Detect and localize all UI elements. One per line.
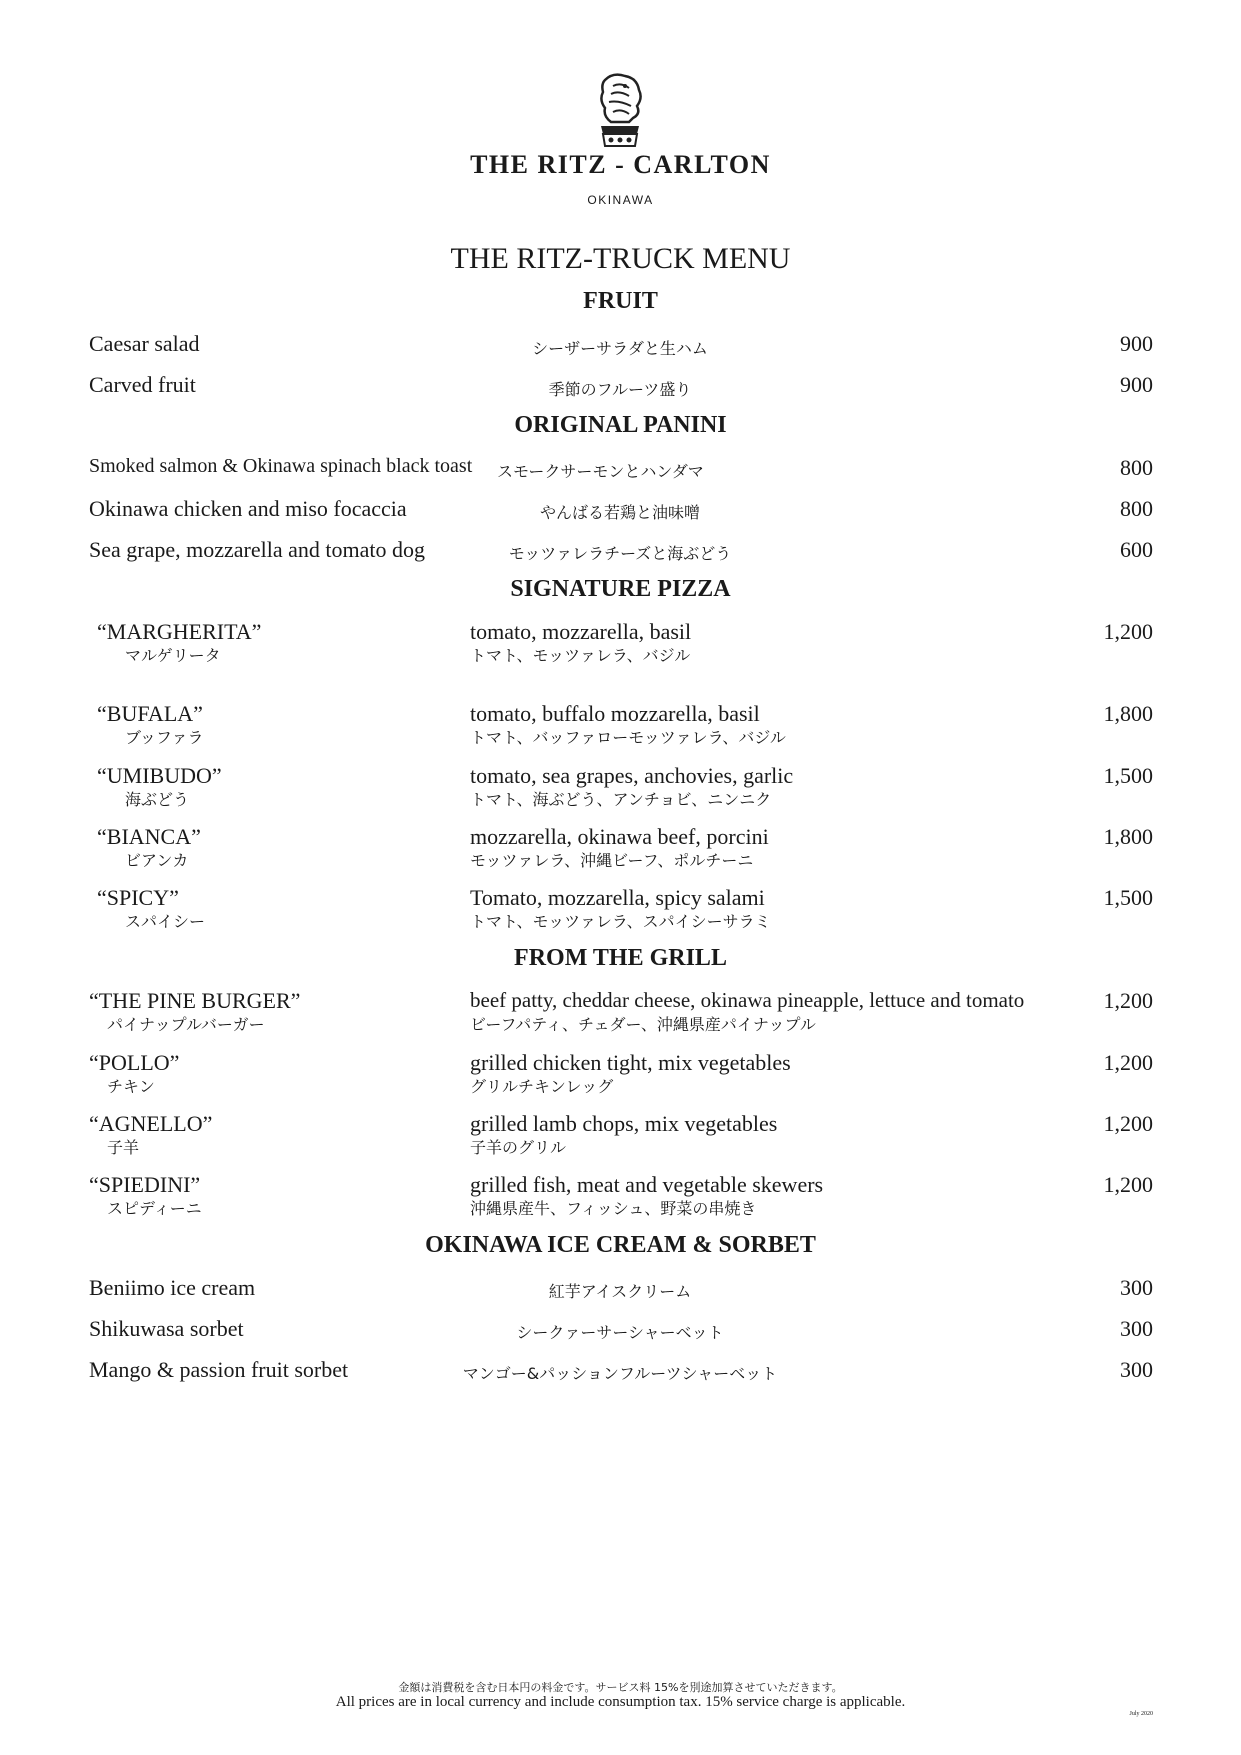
item-name: Caesar salad <box>89 331 200 356</box>
item-description-jp: グリルチキンレッグ <box>470 1077 614 1096</box>
item-name: “AGNELLO” <box>89 1111 213 1136</box>
footer-note-en: All prices are in local currency and include consumption tax. 15% service charge is applicable. <box>335 1694 906 1710</box>
item-name-jp: ブッファラ <box>125 728 204 747</box>
item-name-jp: 紅芋アイスクリーム <box>548 1282 692 1301</box>
item-name: “UMIBUDO” <box>97 763 222 788</box>
item-name: “SPICY” <box>97 885 179 910</box>
section-title-fruit: FRUIT <box>583 288 658 314</box>
item-name-jp: シークァーサーシャーベット <box>516 1323 724 1342</box>
item-name-jp: スパイシー <box>125 912 206 931</box>
item-name-jp: マンゴー&パッションフルーツシャーベット <box>462 1364 778 1383</box>
item-name-jp: 季節のフルーツ盛り <box>548 380 692 399</box>
item-name-jp: シーザーサラダと生ハム <box>532 339 708 358</box>
menu-title: THE RITZ-TRUCK MENU <box>450 242 791 275</box>
item-name: Smoked salmon & Okinawa spinach black toast <box>89 455 473 477</box>
item-price: 300 <box>1120 1275 1153 1300</box>
item-price: 1,500 <box>1103 885 1153 910</box>
item-name: Sea grape, mozzarella and tomato dog <box>89 537 425 562</box>
item-name-jp: やんばる若鶏と油味噌 <box>539 503 700 522</box>
item-price: 800 <box>1120 455 1153 480</box>
item-name-jp: マルゲリータ <box>125 646 221 665</box>
footer-date: July 2020 <box>1129 1711 1153 1717</box>
section-title-panini: ORIGINAL PANINI <box>514 412 727 438</box>
item-price: 900 <box>1120 372 1153 397</box>
item-name-jp: スピディーニ <box>107 1199 202 1218</box>
item-price: 1,200 <box>1103 988 1153 1013</box>
item-name: “MARGHERITA” <box>97 619 262 644</box>
item-name: Beniimo ice cream <box>89 1275 256 1300</box>
item-description-jp: 沖縄県産牛、フィッシュ、野菜の串焼き <box>470 1199 757 1218</box>
item-description: grilled fish, meat and vegetable skewers <box>470 1172 824 1197</box>
footer-note-jp: 金額は消費税を含む日本円の料金です。サービス料 15%を別途加算させていただきます。 <box>398 1681 843 1694</box>
item-name: Shikuwasa sorbet <box>89 1316 244 1341</box>
item-description: beef patty, cheddar cheese, okinawa pineapple, lettuce and tomato <box>470 988 1025 1012</box>
item-description: grilled lamb chops, mix vegetables <box>470 1111 778 1136</box>
item-price: 1,200 <box>1103 1172 1153 1197</box>
item-price: 300 <box>1120 1357 1153 1382</box>
item-name: “POLLO” <box>89 1050 180 1075</box>
item-price: 1,800 <box>1103 824 1153 849</box>
item-description: Tomato, mozzarella, spicy salami <box>470 885 765 910</box>
item-name-jp: パイナップルバーガー <box>107 1015 265 1034</box>
item-name-jp: ビアンカ <box>125 851 189 870</box>
item-name-jp: 海ぶどう <box>125 790 190 809</box>
item-description: tomato, sea grapes, anchovies, garlic <box>470 763 794 788</box>
item-price: 1,800 <box>1103 701 1153 726</box>
item-description: tomato, mozzarella, basil <box>470 619 692 644</box>
item-name: “BIANCA” <box>97 824 201 849</box>
item-description: grilled chicken tight, mix vegetables <box>470 1050 791 1075</box>
item-name-jp: モッツァレラチーズと海ぶどう <box>508 544 732 563</box>
item-description-jp: トマト、モッツァレラ、バジル <box>470 646 691 665</box>
brand-location: OKINAWA <box>587 193 654 207</box>
item-price: 1,200 <box>1103 619 1153 644</box>
item-description-jp: ビーフパティ、チェダー、沖縄県産パイナップル <box>470 1015 816 1034</box>
item-description: mozzarella, okinawa beef, porcini <box>470 824 769 849</box>
item-price: 1,500 <box>1103 763 1153 788</box>
item-price: 800 <box>1120 496 1153 521</box>
brand-name: THE RITZ - CARLTON <box>470 150 771 179</box>
item-description-jp: トマト、モッツァレラ、スパイシーサラミ <box>470 912 771 931</box>
item-description: tomato, buffalo mozzarella, basil <box>470 701 760 726</box>
item-name: “SPIEDINI” <box>89 1172 201 1197</box>
item-name: Mango & passion fruit sorbet <box>89 1357 349 1382</box>
item-price: 300 <box>1120 1316 1153 1341</box>
item-name: “THE PINE BURGER” <box>89 988 301 1013</box>
item-name: “BUFALA” <box>97 701 203 726</box>
item-description-jp: モッツァレラ、沖縄ビーフ、ポルチーニ <box>470 851 754 870</box>
section-title-ice-cream: OKINAWA ICE CREAM & SORBET <box>425 1232 816 1258</box>
item-price: 600 <box>1120 537 1153 562</box>
item-price: 1,200 <box>1103 1050 1153 1075</box>
lion-crown-logo <box>585 72 655 150</box>
item-description-jp: トマト、バッファローモッツァレラ、バジル <box>470 728 786 747</box>
item-description-jp: トマト、海ぶどう、アンチョビ、ニンニク <box>470 790 772 809</box>
item-name: Carved fruit <box>89 372 196 397</box>
item-name-jp: 子羊 <box>107 1138 140 1157</box>
item-name-jp: スモークサーモンとハンダマ <box>497 462 704 481</box>
item-price: 1,200 <box>1103 1111 1153 1136</box>
item-description-jp: 子羊のグリル <box>470 1138 567 1157</box>
section-title-pizza: SIGNATURE PIZZA <box>510 576 731 602</box>
item-name: Okinawa chicken and miso focaccia <box>89 496 407 521</box>
item-price: 900 <box>1120 331 1153 356</box>
section-title-grill: FROM THE GRILL <box>514 945 727 971</box>
item-name-jp: チキン <box>107 1077 155 1096</box>
